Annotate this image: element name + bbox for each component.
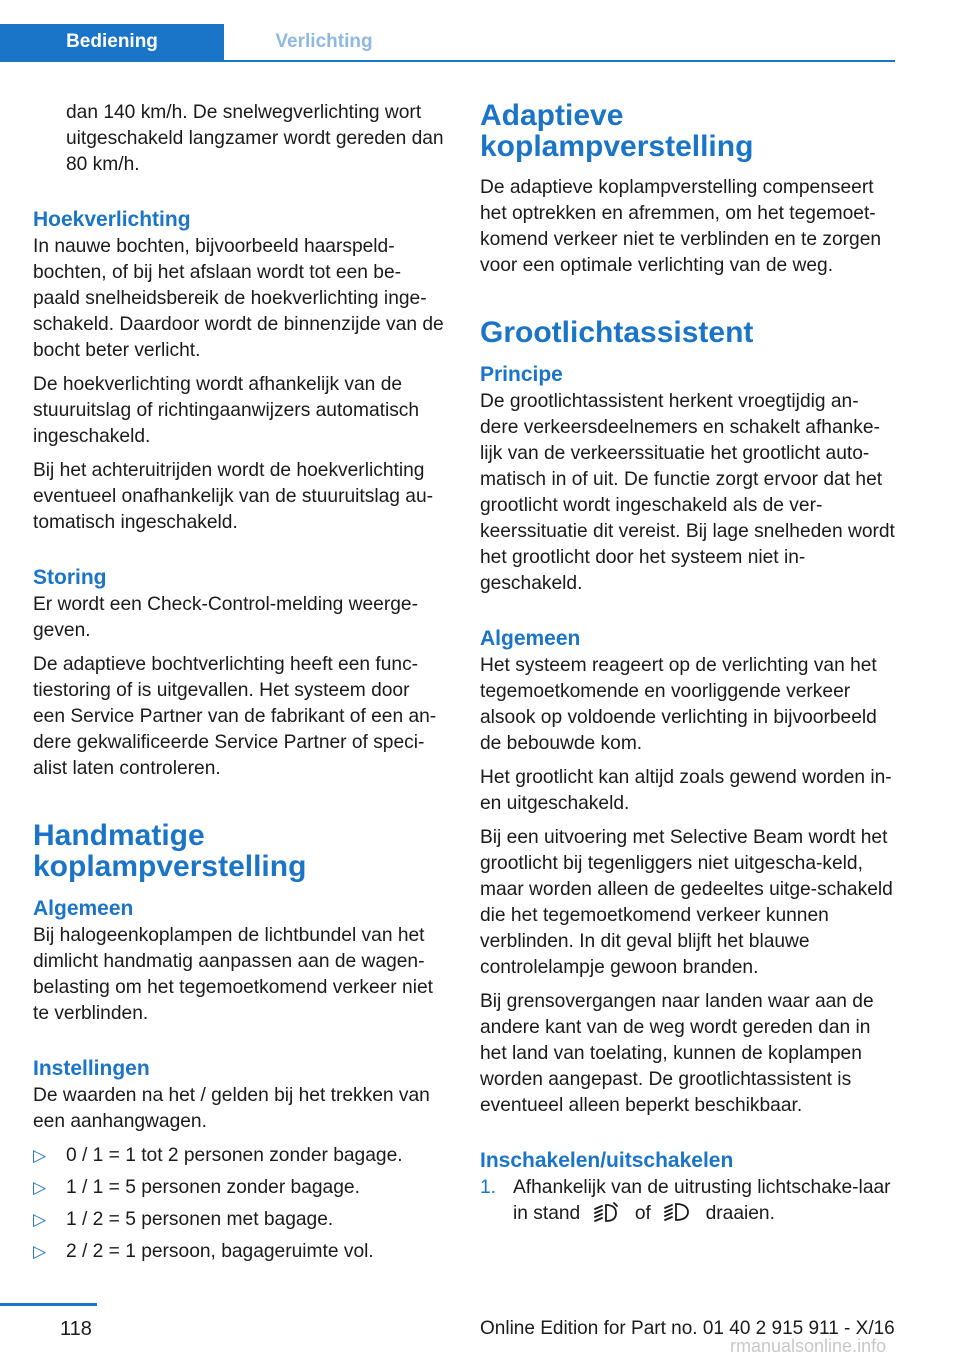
right-column bbox=[480, 100, 896, 1231]
list-item: ▷ 0 / 1 = 1 tot 2 personen zonder bagage. bbox=[33, 1143, 446, 1169]
groot-algemeen-paragraph-3: Bij een uitvoering met Selective Beam wordt het grootlicht bij tegenliggers niet uitgescha-keld, maar worden alleen de gedeeltes uitge-schakeld die het tegemoetkomend verkeer kunnen verblinden. In dit geval blijft het blauwe controlelampje gewoon branden. bbox=[480, 827, 893, 978]
watermark: rmanualsonline.info bbox=[730, 1336, 887, 1356]
heading-adaptieve-koplampverstelling: Adaptieve koplampverstelling bbox=[480, 99, 754, 163]
heading-instellingen: Instellingen bbox=[33, 1057, 150, 1080]
handmatig-algemeen-paragraph: Bij halogeenkoplampen de lichtbundel van het dimlicht handmatig aanpassen aan de wagen-belasting om het tegemoetkomend verkeer niet te verblinden. bbox=[33, 925, 433, 1024]
groot-algemeen-paragraph-4: Bij grensovergangen naar landen waar aan de andere kant van de weg wordt gereden dan in het land van toelating, kunnen de koplampen worden aangepast. De grootlichtassistent is eventueel alleen beperkt beschikbaar. bbox=[480, 991, 874, 1116]
heading-algemeen-right: Algemeen bbox=[480, 627, 581, 650]
header-divider bbox=[0, 60, 895, 62]
list-item: ▷ 1 / 1 = 5 personen zonder bagage. bbox=[33, 1175, 446, 1201]
page-number: 118 bbox=[60, 1318, 92, 1340]
instellingen-list bbox=[33, 1143, 446, 1265]
heading-inschakelen-uitschakelen: Inschakelen/uitschakelen bbox=[480, 1149, 734, 1172]
heading-hoekverlichting: Hoekverlichting bbox=[33, 208, 191, 231]
heading-storing: Storing bbox=[33, 566, 107, 589]
step-number: 1. bbox=[480, 1177, 497, 1198]
header-tabs bbox=[0, 24, 895, 62]
groot-algemeen-paragraph-1: Het systeem reageert op de verlichting van het tegemoetkomende en voorliggende verkeer alsook op voldoende verlichting in bijvoorbeeld de bebouwde kom. bbox=[480, 655, 877, 754]
triangle-bullet-icon: ▷ bbox=[33, 1210, 47, 1229]
triangle-bullet-icon: ▷ bbox=[33, 1242, 47, 1261]
tab-bediening[interactable]: Bediening bbox=[0, 24, 224, 60]
left-column bbox=[33, 100, 446, 1271]
instellingen-paragraph: De waarden na het / gelden bij het trekken van een aanhangwagen. bbox=[33, 1085, 430, 1132]
hoek-paragraph-3: Bij het achteruitrijden wordt de hoekverlichting eventueel onafhankelijk van de stuuruitslag au-tomatisch ingeschakeld. bbox=[33, 460, 434, 533]
auto-light-switch-icon bbox=[594, 1201, 622, 1231]
principe-paragraph: De grootlichtassistent herkent vroegtijdig an-dere verkeersdeelnemers en schakelt afhanke-lijk van de verkeerssituatie het grootlicht auto-matisch in of uit. De functie zorgt ervoor dat het grootlicht wordt ingeschakeld als de ver-keerssituatie dit vereist. Bij lage snelheden wordt het grootlicht door het systeem niet in-geschakeld. bbox=[480, 391, 895, 594]
triangle-bullet-icon: ▷ bbox=[33, 1178, 47, 1197]
heading-grootlichtassistent: Grootlichtassistent bbox=[480, 316, 754, 349]
heading-handmatige-koplampverstelling: Handmatige koplampverstelling bbox=[33, 819, 307, 883]
storing-paragraph-1: Er wordt een Check-Control-melding weerge-geven. bbox=[33, 594, 418, 641]
groot-algemeen-paragraph-2: Het grootlicht kan altijd zoals gewend worden in- en uitgeschakeld. bbox=[480, 767, 892, 814]
adaptief-paragraph: De adaptieve koplampverstelling compenseert het optrekken en afremmen, om het tegemoet-komend verkeer niet te verblinden en te zorgen voor een optimale verlichting van de weg. bbox=[480, 177, 882, 276]
list-item: 1. Afhankelijk van de uitrusting lichtschake-laar in stand of draaien. bbox=[480, 1175, 896, 1231]
heading-algemeen-left: Algemeen bbox=[33, 897, 134, 920]
tab-verlichting[interactable]: Verlichting bbox=[275, 31, 373, 52]
hoek-paragraph-2: De hoekverlichting wordt afhankelijk van de stuuruitslag of richtingaanwijzers automatisch ingeschakeld. bbox=[33, 374, 420, 447]
inschakelen-steps bbox=[480, 1175, 896, 1231]
heading-principe: Principe bbox=[480, 363, 563, 386]
intro-text: dan 140 km/h. De snelwegverlichting wort uitgeschakeld langzamer wordt gereden dan 80 km/h. bbox=[66, 102, 444, 175]
triangle-bullet-icon: ▷ bbox=[33, 1146, 47, 1165]
storing-paragraph-2: De adaptieve bochtverlichting heeft een func-tiestoring of is uitgevallen. Het systeem door een Service Partner van de fabrikant of een an-dere gekwalificeerde Service Partner of speci-alist laten controleren. bbox=[33, 654, 437, 779]
edition-text: Online Edition for Part no. 01 40 2 915 911 - X/16 bbox=[480, 1318, 895, 1339]
list-item: ▷ 1 / 2 = 5 personen met bagage. bbox=[33, 1207, 446, 1233]
footer-rule bbox=[0, 1303, 97, 1306]
list-item: ▷ 2 / 2 = 1 persoon, bagageruimte vol. bbox=[33, 1239, 446, 1265]
low-beam-icon bbox=[664, 1201, 692, 1231]
hoek-paragraph-1: In nauwe bochten, bijvoorbeeld haarspeld-bochten, of bij het afslaan wordt tot een be-paald snelheidsbereik de hoekverlichting inge-schakeld. Daardoor wordt de binnenzijde van de bocht beter verlicht. bbox=[33, 236, 444, 361]
